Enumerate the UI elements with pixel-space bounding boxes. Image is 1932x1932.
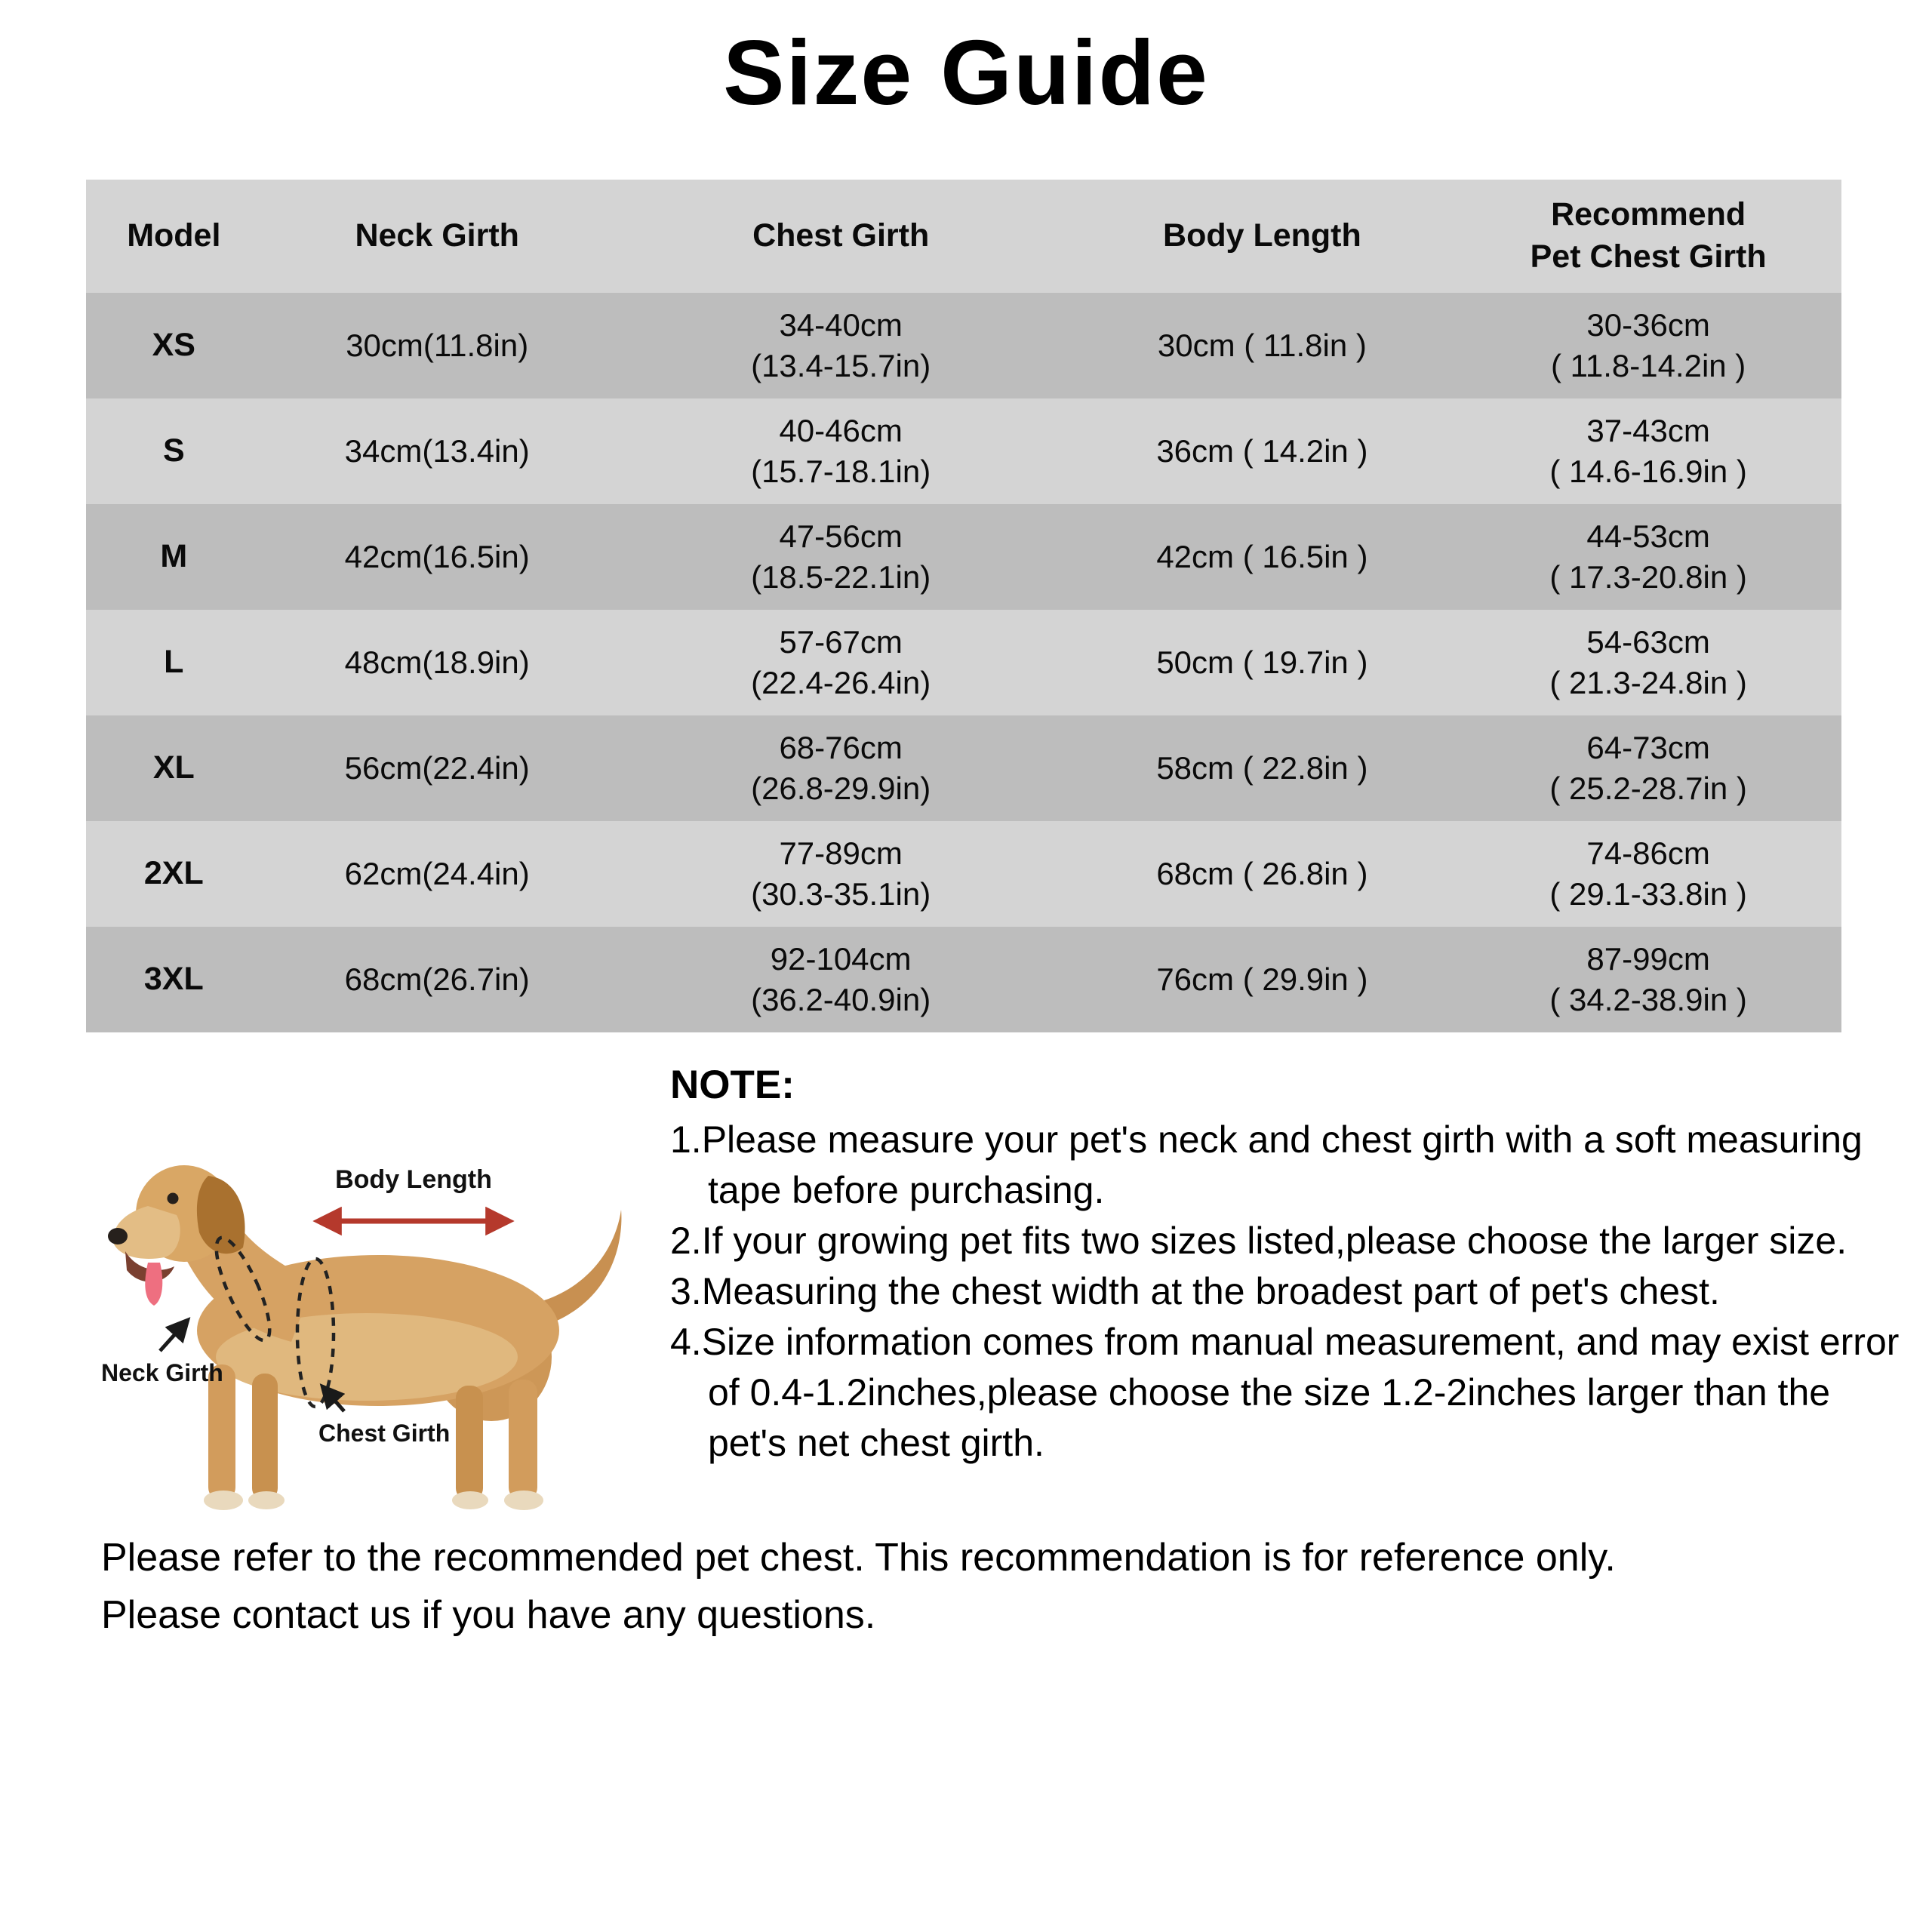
cell-body: 68cm ( 26.8in ) <box>1156 856 1368 892</box>
dog-illustration <box>95 1108 655 1532</box>
cell-neck: 48cm(18.9in) <box>344 645 530 681</box>
cell-neck: 42cm(16.5in) <box>344 539 530 575</box>
table-row <box>86 821 1841 927</box>
header-neck-girth: Neck Girth <box>355 217 519 254</box>
cell-recommend: 30-36cm ( 11.8-14.2in ) <box>1550 307 1746 383</box>
chest-girth-label: Chest Girth <box>318 1420 451 1447</box>
cell-neck: 34cm(13.4in) <box>344 433 530 469</box>
cell-chest: 47-56cm (18.5-22.1in) <box>751 518 931 595</box>
note-item: 4.Size information comes from manual measurement, and may exist error of 0.4-1.2inches,please choose the size 1.2-2inches larger than the pet's net chest girth. <box>670 1321 1900 1464</box>
cell-model: XL <box>152 749 195 786</box>
size-table <box>86 180 1841 1032</box>
table-header-row <box>86 180 1841 293</box>
cell-chest: 34-40cm (13.4-15.7in) <box>751 307 931 383</box>
cell-chest: 68-76cm (26.8-29.9in) <box>751 730 931 806</box>
cell-model: XS <box>152 327 195 364</box>
cell-neck: 56cm(22.4in) <box>344 750 530 786</box>
neck-girth-label: Neck Girth <box>101 1359 223 1386</box>
table-row <box>86 293 1841 398</box>
page-title: Size Guide <box>723 21 1209 124</box>
cell-chest: 40-46cm (15.7-18.1in) <box>751 413 931 489</box>
neck-girth-arrow <box>160 1321 187 1351</box>
cell-neck: 68cm(26.7in) <box>344 961 530 998</box>
table-row <box>86 610 1841 715</box>
cell-chest: 57-67cm (22.4-26.4in) <box>751 624 931 700</box>
cell-body: 50cm ( 19.7in ) <box>1156 645 1368 681</box>
cell-body: 58cm ( 22.8in ) <box>1156 750 1368 786</box>
cell-neck: 30cm(11.8in) <box>346 328 529 364</box>
note-title: NOTE: <box>670 1063 795 1107</box>
cell-recommend: 87-99cm ( 34.2-38.9in ) <box>1549 941 1747 1017</box>
cell-model: L <box>164 644 184 681</box>
cell-neck: 62cm(24.4in) <box>344 856 530 892</box>
cell-chest: 77-89cm (30.3-35.1in) <box>751 835 931 912</box>
cell-model: S <box>162 432 185 469</box>
cell-body: 30cm ( 11.8in ) <box>1157 328 1367 364</box>
header-body-length: Body Length <box>1163 217 1361 254</box>
cell-body: 42cm ( 16.5in ) <box>1156 539 1368 575</box>
header-recommend: Recommend Pet Chest Girth <box>1530 196 1767 275</box>
note-item: 3.Measuring the chest width at the broadest part of pet's chest. <box>670 1270 1720 1312</box>
note-item: 2.If your growing pet fits two sizes listed,please choose the larger size. <box>670 1220 1847 1262</box>
cell-recommend: 37-43cm ( 14.6-16.9in ) <box>1549 413 1747 489</box>
note-section <box>670 1060 1915 1469</box>
body-length-label: Body Length <box>335 1165 492 1194</box>
cell-model: 2XL <box>143 855 204 892</box>
cell-model: M <box>160 538 188 575</box>
header-model: Model <box>127 217 221 254</box>
cell-model: 3XL <box>143 961 204 998</box>
note-item: 1.Please measure your pet's neck and chest girth with a soft measuring tape before purchasing. <box>670 1118 1863 1211</box>
cell-chest: 92-104cm (36.2-40.9in) <box>751 941 931 1017</box>
cell-recommend: 74-86cm ( 29.1-33.8in ) <box>1549 835 1747 912</box>
footer-line-2: Please contact us if you have any questions. <box>101 1593 876 1637</box>
table-row <box>86 398 1841 504</box>
table-row <box>86 504 1841 610</box>
cell-body: 76cm ( 29.9in ) <box>1156 961 1368 998</box>
cell-recommend: 64-73cm ( 25.2-28.7in ) <box>1549 730 1747 806</box>
cell-body: 36cm ( 14.2in ) <box>1156 433 1368 469</box>
table-row <box>86 715 1841 821</box>
table-row <box>86 927 1841 1032</box>
cell-recommend: 54-63cm ( 21.3-24.8in ) <box>1549 624 1747 700</box>
footer-text <box>101 1529 1875 1644</box>
header-chest-girth: Chest Girth <box>752 217 930 254</box>
footer-line-1: Please refer to the recommended pet chest. This recommendation is for reference only. <box>101 1536 1616 1580</box>
cell-recommend: 44-53cm ( 17.3-20.8in ) <box>1549 518 1747 595</box>
measurement-diagram <box>95 1108 655 1532</box>
